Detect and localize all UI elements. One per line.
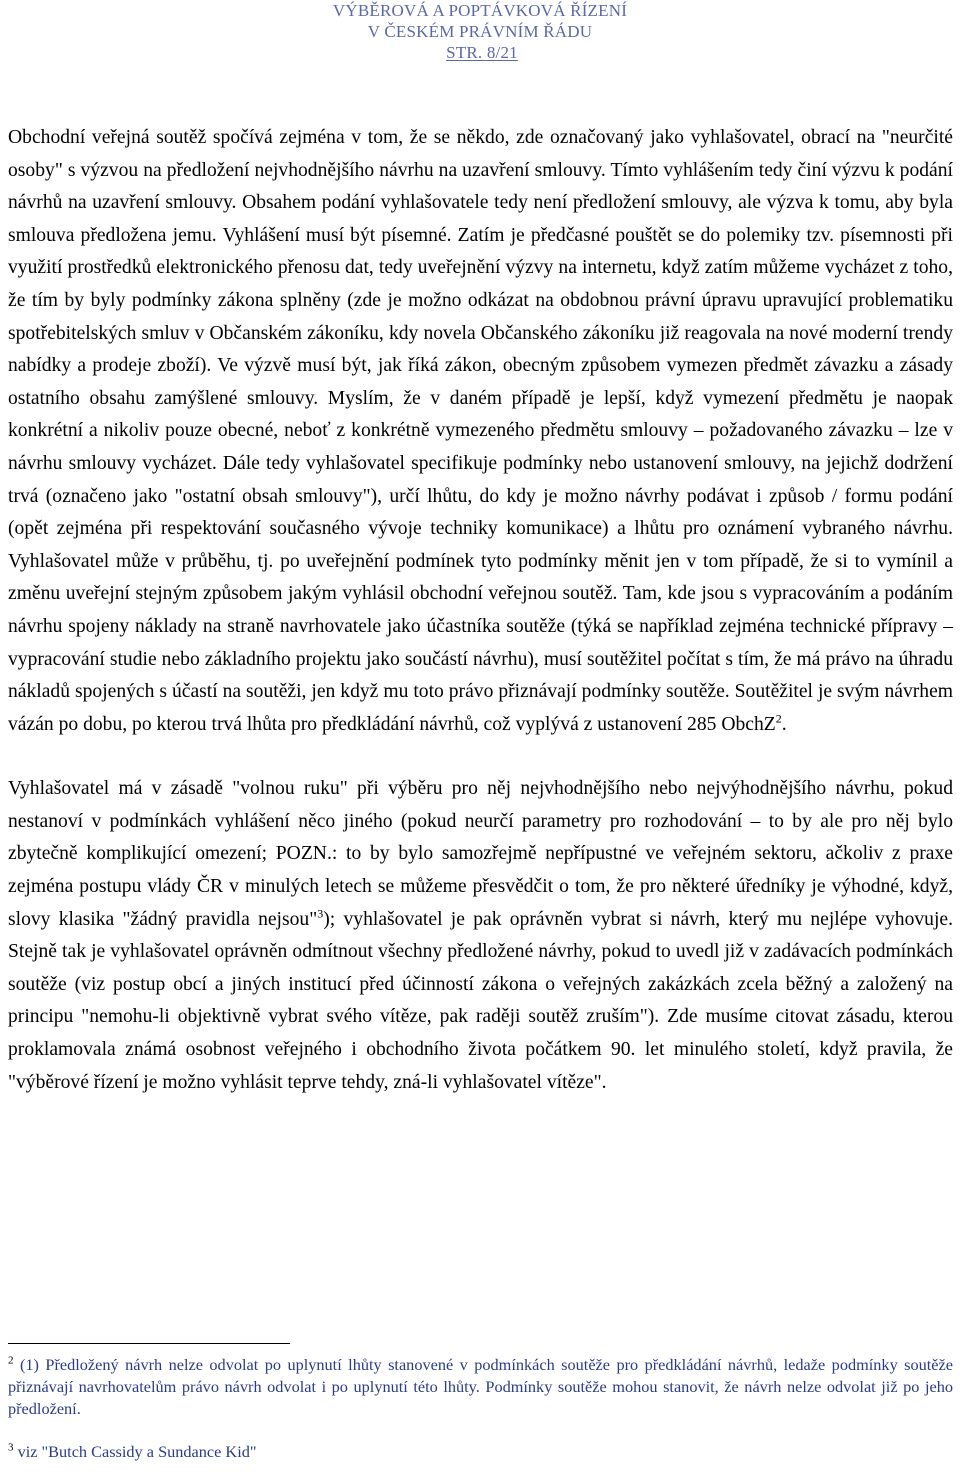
footnote-3 (8, 1441, 953, 1463)
footnote-ref-2: 2 (775, 711, 782, 726)
footnotes (8, 1354, 953, 1463)
footnote-2 (8, 1354, 953, 1420)
footnote-ref-3: 3 (317, 906, 324, 921)
paragraph-2-text-a: Vyhlašovatel má v zásadě "volnou ruku" při výběru pro něj nejvhodnějšího nebo nejvýhodnějšího návrhu, pokud nestanoví v podmínkách vyhlášení něco jiného (pokud neurčí parametry pro rozhodování – to by ale pro něj bylo zbytečně komplikující omezení; POZN.: to by bylo samozřejmě nepřípustné ve veřejném sektoru, ačkoliv z praxe zejména postupu vlády ČR v minulých letech se můžeme přesvědčit o tom, že pro některé úředníky je výhodné, když, slovy klasika "žádný pravidla nejsou" (8, 778, 953, 930)
header-title-line-1: VÝBĚROVÁ A POPTÁVKOVÁ ŘÍZENÍ (332, 1, 628, 20)
footnote-3-mark: 3 (8, 1441, 14, 1454)
footnote-2-text: (1) Předložený návrh nelze odvolat po uplynutí lhůty stanovené v podmínkách soutěže pro předkládání návrhů, ledaže podmínky soutěže přiznávají navrhovatelům právo návrh odvolat i po uplynutí této lhůty. Podmínky soutěže mohou stanovit, že návrh nelze odvolat již po jeho předložení. (8, 1355, 953, 1418)
page-header (0, 0, 960, 63)
paragraph-1-end: . (781, 713, 787, 735)
footnote-separator (8, 1343, 290, 1344)
paragraph-1 (8, 122, 953, 741)
footnote-3-text: viz "Butch Cassidy a Sundance Kid" (13, 1442, 257, 1461)
header-title-line-2: V ČESKÉM PRÁVNÍM ŘÁDU (367, 22, 593, 41)
document-body (8, 122, 953, 1099)
paragraph-1-text: Obchodní veřejná soutěž spočívá zejména v tom, že se někdo, zde označovaný jako vyhlašovatel, obrací na "neurčité osoby" s výzvou na předložení nejvhodnějšího návrhu na uzavření smlouvy. Tímto vyhlášením tedy činí výzvu k podání návrhů na uzavření smlouvy. Obsahem podání vyhlašovatele tedy není předložení smlouvy, ale výzva k tomu, aby byla smlouva předložena jemu. Vyhlášení musí být písemné. Zatím je předčasné pouštět se do polemiky tzv. písemnosti při využití prostředků elektronického přenosu dat, tedy uveřejnění výzvy na internetu, když zatím můžeme vycházet z toho, že tím by byly podmínky zákona splněny (zde je možno odkázat na obdobnou právní úpravu upravující problematiku spotřebitelských smluv v Občanském zákoníku, kdy novela Občanského zákoníku již reagovala na nové moderní trendy nabídky a prodeje zboží). Ve výzvě musí být, jak říká zákon, obecným způsobem vymezen předmět závazku a zásady ostatního obsahu zamýšlené smlouvy. Myslím, že v daném případě je lepší, když vymezení předmětu je naopak konkrétní a nikoliv pouze obecné, neboť z konkrétně vymezeného předmětu smlouvy – požadovaného závazku – lze v návrhu smlouvy vycházet. Dále tedy vyhlašovatel specifikuje podmínky nebo ustanovení smlouvy, na jejichž dodržení trvá (označeno jako "ostatní obsah smlouvy"), určí lhůtu, do kdy je možno návrhy podávat i způsob / formu podání (opět zejména při respektování současného vývoje techniky komunikace) a lhůtu pro oznámení vybraného návrhu. Vyhlašovatel může v průběhu, tj. po uveřejnění podmínek tyto podmínky měnit jen v tom případě, že si to vymínil a změnu uveřejní stejným způsobem jakým vyhlásil obchodní veřejnou soutěž. Tam, kde jsou s vypracováním a podáním návrhu spojeny náklady na straně navrhovatele jako účastníka soutěže (týká se například zejména technické přípravy – vypracování studie nebo základního projektu jako součástí návrhu), musí soutěžitel počítat s tím, že má právo na úhradu nákladů spojených s účastí na soutěži, jen když mu toto právo přiznávají podmínky soutěže. Soutěžitel je svým návrhem vázán po dobu, po kterou trvá lhůta pro předkládání návrhů, což vyplývá z ustanovení 285 ObchZ (8, 127, 953, 735)
paragraph-2 (8, 773, 953, 1099)
footnote-2-mark: 2 (8, 1354, 14, 1367)
page-number: STR. 8/21 (446, 43, 518, 62)
paragraph-2-text-b: ); vyhlašovatel je pak oprávněn vybrat si návrh, který mu nejlépe vyhovuje. Stejně tak je vyhlašovatel oprávněn odmítnout všechny předložené návrhy, pokud to uvedl již v zadávacích podmínkách soutěže (viz postup obcí a jiných institucí před účinností zákona o veřejných zakázkách zcela běžný a založený na principu "nemohu-li objektivně vybrat svého vítěze, pak raději soutěž zruším"). Zde musíme citovat zásadu, kterou proklamovala známá osobnost veřejného i obchodního života počátkem 90. let minulého století, když pravila, že "výběrové řízení je možno vyhlásit teprve tehdy, zná-li vyhlašovatel vítěze". (8, 908, 954, 1093)
